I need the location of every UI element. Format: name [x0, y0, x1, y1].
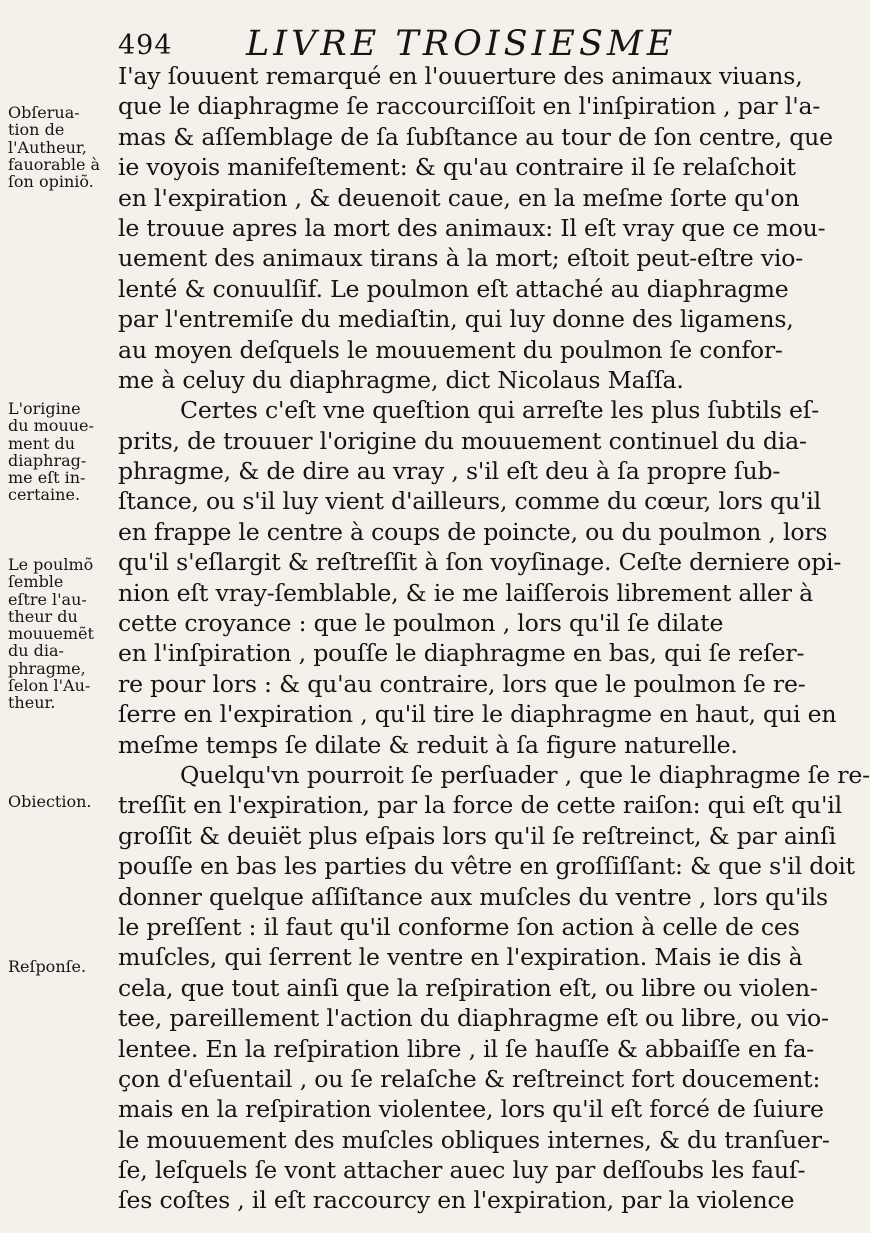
text-line: que le diaphragme ſe raccourciſſoit en l'inſpiration , par l'a- [118, 92, 821, 121]
margin-note-line: certaine. [8, 485, 81, 505]
text-line: muſcles, qui ſerrent le ventre en l'expiration. Mais ie dis à [118, 943, 803, 972]
text-line: qu'il s'eſlargit & reſtreſſit à ſon voyſinage. Ceſte derniere opi- [118, 548, 842, 577]
margin-note-line: fauorable à [8, 154, 101, 174]
margin-note-line: theur du [8, 606, 78, 626]
margin-note-line: eſtre l'au- [8, 589, 87, 609]
margin-note-line: Le poulmõ [8, 555, 94, 574]
running-head: LIVRE TROISIESME [246, 24, 677, 64]
text-line: groſſit & deuiët plus eſpais lors qu'il ſe reſtreinct, & par ainſi [118, 821, 836, 850]
margin-note-line: me eſt in- [8, 468, 86, 488]
text-line: cela, que tout ainſi que la reſpiration eſt, ou libre ou violen- [118, 973, 818, 1002]
margin-note-line: du mouue- [8, 416, 94, 436]
text-line: prits, de trouuer l'origine du mouuement continuel du dia- [118, 426, 807, 455]
margin-note-line: phragme, [8, 658, 86, 678]
text-line: me à celuy du diaphragme, dict Nicolaus Maſſa. [118, 365, 684, 394]
text-line: lentee. En la reſpiration libre , il ſe hauſſe & abbaiſſe en fa- [118, 1034, 815, 1063]
margin-note-line: Obiection. [8, 792, 92, 811]
text-line: Certes c'eſt vne queſtion qui arreſte les plus ſubtils eſ- [180, 396, 820, 425]
text-line: le mouuement des muſcles obliques internes, & du tranſuer- [118, 1125, 830, 1154]
text-line: Quelqu'vn pourroit ſe perſuader , que le diaphragme ſe re- [180, 760, 870, 789]
text-line: ſtance, ou s'il luy vient d'ailleurs, comme du cœur, lors qu'il [118, 487, 821, 516]
margin-note-line: du dia- [8, 641, 64, 661]
margin-note-line: ment du [8, 433, 76, 453]
margin-note-line: Obſerua- [8, 103, 80, 122]
text-line: ſes coſtes , il eſt raccourcy en l'expiration, par la violence [118, 1186, 795, 1215]
margin-note-lung [8, 556, 118, 712]
text-line: le preſſent : il faut qu'il conforme ſon action à celle de ces [118, 912, 800, 941]
margin-note-origin [8, 400, 118, 504]
text-line: ſerre en l'expiration , qu'il tire le diaphragme en haut, qui en [118, 700, 837, 729]
margin-note-line: ſelon l'Au- [8, 676, 91, 696]
text-line: cette croyance : que le poulmon , lors qu'il ſe dilate [118, 609, 724, 638]
body-text [118, 61, 870, 1216]
margin-note-line: L'origine [8, 399, 81, 418]
margin-note-line: mouuemẽt [8, 624, 94, 644]
text-line: en frappe le centre à coups de poincte, ou du poulmon , lors [118, 517, 828, 546]
text-line: treſſit en l'expiration, par la force de cette raiſon: qui eſt qu'il [118, 791, 842, 820]
margin-note-line: diaphrag- [8, 450, 87, 470]
text-line: mas & aſſemblage de ſa ſubſtance au tour de ſon centre, que [118, 122, 833, 151]
text-line: ſe, leſquels ſe vont attacher auec luy par deſſoubs les fauſ- [118, 1156, 806, 1185]
margin-note-observation [8, 104, 118, 190]
text-line: en l'inſpiration , pouſſe le diaphragme en bas, qui ſe reſer- [118, 639, 805, 668]
text-line: uement des animaux tirans à la mort; eſtoit peut-eſtre vio- [118, 244, 804, 273]
margin-note-line: tion de [8, 120, 65, 140]
text-line: mais en la reſpiration violentee, lors qu'il eſt forcé de ſuiure [118, 1095, 824, 1124]
text-line: re pour lors : & qu'au contraire, lors que le poulmon ſe re- [118, 669, 806, 698]
margin-note-objection [8, 793, 118, 810]
text-line: phragme, & de dire au vray , s'il eſt deu à ſa propre ſub- [118, 457, 781, 486]
text-line: lenté & conuulſif. Le poulmon eſt attaché au diaphragme [118, 274, 789, 303]
margin-note-response [8, 958, 118, 975]
text-line: çon d'eſuentail , ou ſe relaſche & reſtreinct fort doucement: [118, 1064, 821, 1093]
text-line: nion eſt vray-ſemblable, & ie me laiſſerois librement aller à [118, 578, 813, 607]
text-line: I'ay ſouuent remarqué en l'ouuerture des animaux viuans, [118, 62, 803, 90]
text-line: tee, pareillement l'action du diaphragme eſt ou libre, ou vio- [118, 1004, 829, 1033]
text-line: donner quelque aſſiſtance aux muſcles du ventre , lors qu'ils [118, 882, 828, 911]
text-line: ie voyois manifeſtement: & qu'au contraire il ſe relaſchoit [118, 153, 796, 182]
text-line: pouſſe en bas les parties du vêtre en groſſiſſant: & que s'il doit [118, 852, 855, 881]
margin-note-line: Reſponſe. [8, 957, 87, 976]
text-line: en l'expiration , & deuenoit caue, en la meſme ſorte qu'on [118, 183, 800, 212]
margin-note-line: ſemble [8, 572, 64, 592]
margin-note-line: theur. [8, 693, 56, 713]
margin-note-line: ſon opiniõ. [8, 172, 94, 192]
margin-note-line: l'Autheur, [8, 137, 87, 157]
text-line: par l'entremiſe du mediaſtin, qui luy donne des ligamens, [118, 305, 794, 334]
text-line: le trouue apres la mort des animaux: Il eſt vray que ce mou- [118, 213, 826, 242]
text-line: au moyen deſquels le mouuement du poulmon ſe confor- [118, 335, 783, 364]
text-line: meſme temps ſe dilate & reduit à ſa figure naturelle. [118, 730, 738, 759]
page-number: 494 [118, 30, 173, 61]
